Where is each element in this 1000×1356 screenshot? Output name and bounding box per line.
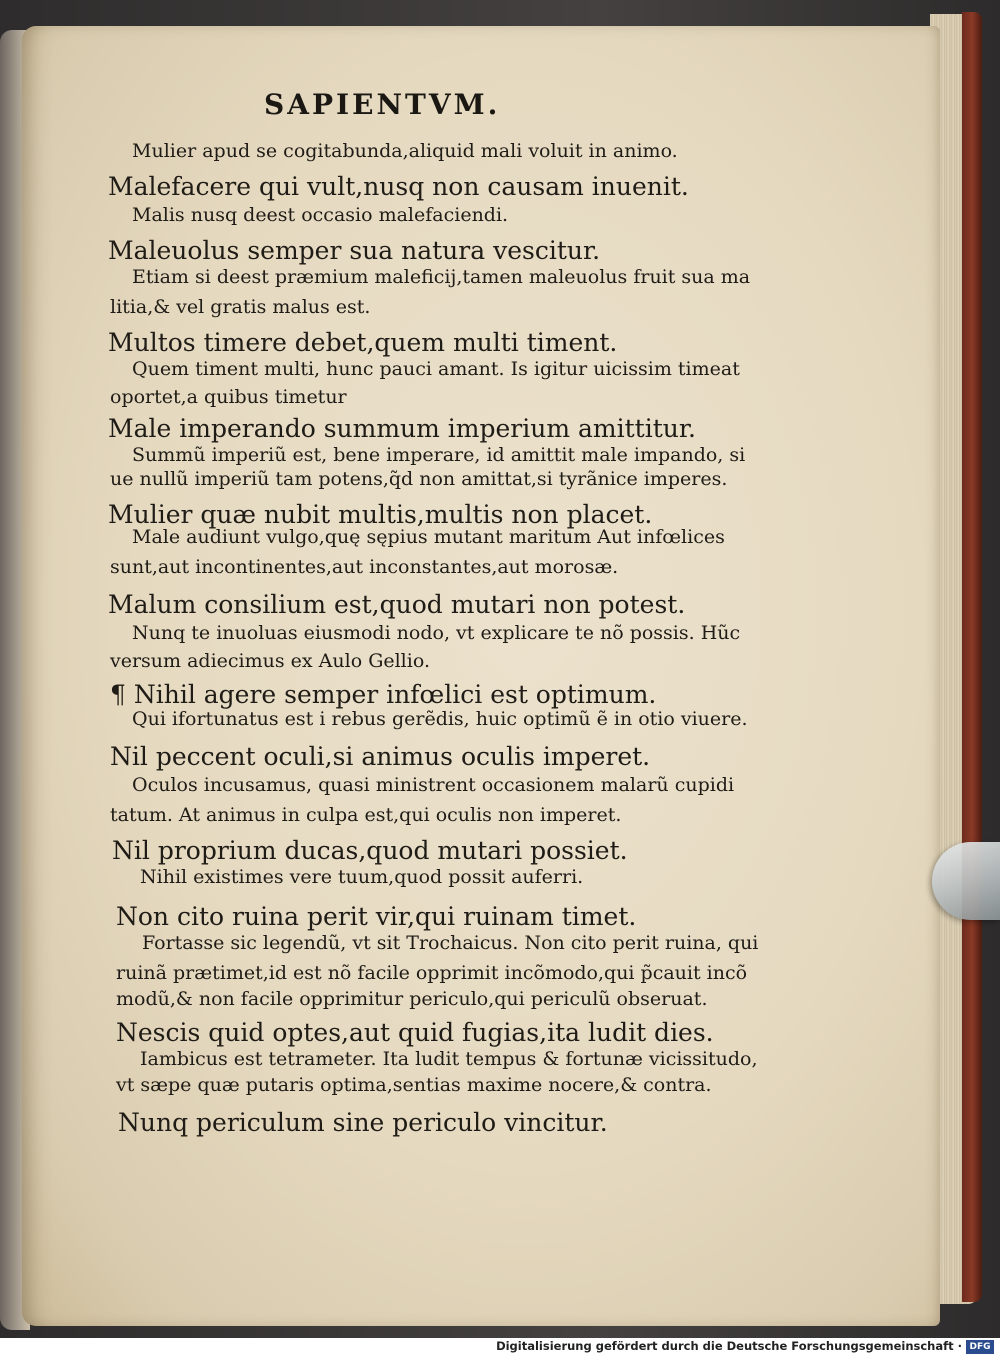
maxim-line: Male imperando summum imperium amittitur. (108, 414, 696, 443)
gloss-line: Male audiunt vulgo,quę sępius mutant maritum Aut infœlices (132, 526, 725, 548)
maxim-line: Nescis quid optes,aut quid fugias,ita ludit dies. (116, 1018, 714, 1047)
gloss-line: Malis nusq deest occasio malefaciendi. (132, 204, 509, 226)
gloss-line: oportet,a quibus timetur (110, 386, 347, 408)
maxim-line: Non cito ruina perit vir,qui ruinam timet. (116, 902, 637, 931)
gloss-line: Qui ifortunatus est i rebus gerẽdis, huic optimũ ẽ in otio viuere. (132, 708, 748, 730)
maxim-line: ¶ Nihil agere semper infœlici est optimum. (110, 680, 657, 709)
gloss-line: Iambicus est tetrameter. Ita ludit tempus & fortunæ vicissitudo, (140, 1048, 758, 1070)
page-clip (932, 842, 1000, 920)
maxim-line: Nunq periculum sine periculo vincitur. (118, 1108, 608, 1137)
maxim-line: Mulier quæ nubit multis,multis non placet. (108, 500, 653, 529)
gloss-line: Nihil existimes vere tuum,quod possit auferri. (140, 866, 584, 888)
maxim-line: Multos timere debet,quem multi timent. (108, 328, 618, 357)
running-head: SAPIENTVM. (264, 88, 501, 121)
gloss-line: Etiam si deest præmium maleficij,tamen maleuolus fruit sua ma (132, 266, 751, 288)
maxim-line: Malefacere qui vult,nusq non causam inuenit. (108, 172, 689, 201)
gloss-line: Fortasse sic legendũ, vt sit Trochaicus. Non cito perit ruina, qui (142, 932, 759, 954)
gloss-line: Mulier apud se cogitabunda,aliquid mali voluit in animo. (132, 140, 678, 162)
gloss-line: ruinã prætimet,id est nõ facile opprimit incõmodo,qui p̃cauit incõ (116, 962, 748, 984)
gloss-line: sunt,aut incontinentes,aut inconstantes,aut morosæ. (110, 556, 619, 578)
gloss-line: versum adiecimus ex Aulo Gellio. (110, 650, 430, 672)
gloss-line: modũ,& non facile opprimitur periculo,qui periculũ obseruat. (116, 988, 708, 1010)
gloss-line: ue nullũ imperiũ tam potens,q̃d non amittat,si tyrãnice imperes. (110, 468, 728, 490)
maxim-line: Nil peccent oculi,si animus oculis imperet. (110, 742, 651, 771)
gloss-line: Oculos incusamus, quasi ministrent occasionem malarũ cupidi (132, 774, 735, 796)
gloss-line: Quem timent multi, hunc pauci amant. Is igitur uicissim timeat (132, 358, 740, 380)
gloss-line: litia,& vel gratis malus est. (110, 296, 371, 318)
maxim-line: Maleuolus semper sua natura vescitur. (108, 236, 601, 265)
maxim-line: Malum consilium est,quod mutari non potest. (108, 590, 686, 619)
gloss-line: Nunq te inuoluas eiusmodi nodo, vt explicare te nõ possis. Hũc (132, 622, 741, 644)
gloss-line: tatum. At animus in culpa est,qui oculis non imperet. (110, 804, 622, 826)
maxim-line: Nil proprium ducas,quod mutari possiet. (112, 836, 628, 865)
book-fore-edge (962, 12, 982, 1302)
gloss-line: Summũ imperiũ est, bene imperare, id amittit male impando, si (132, 444, 746, 466)
dfg-logo-icon: DFG (966, 1340, 994, 1354)
gloss-line: vt sæpe quæ putaris optima,sentias maxime nocere,& contra. (116, 1074, 712, 1096)
footer-credit: Digitalisierung gefördert durch die Deutsche Forschungsgemeinschaft · (496, 1339, 962, 1353)
